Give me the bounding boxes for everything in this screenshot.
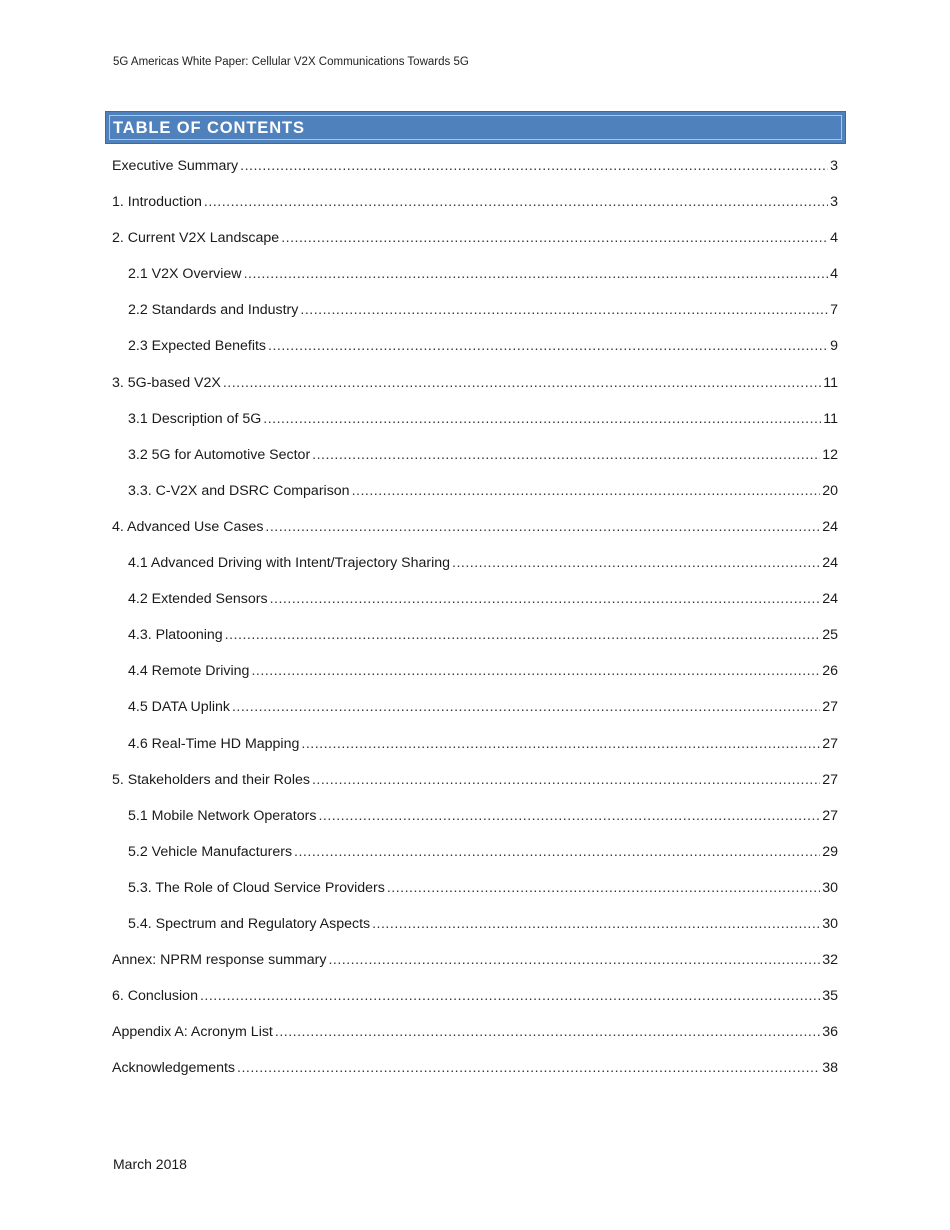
toc-entry-label[interactable]: 6. Conclusion [112, 988, 198, 1005]
toc-entry-page-number[interactable]: 4 [830, 266, 838, 283]
toc-entry[interactable] [112, 555, 838, 591]
toc-entry-page-number[interactable]: 3 [830, 194, 838, 211]
toc-entry-page-number[interactable]: 27 [822, 771, 838, 788]
toc-entry-page-number[interactable]: 36 [822, 1024, 838, 1041]
toc-entry-page-number[interactable]: 27 [822, 699, 838, 716]
toc-entry-page-number[interactable]: 32 [822, 952, 838, 969]
toc-entry[interactable] [112, 772, 838, 808]
toc-entry[interactable] [112, 627, 838, 663]
toc-entry-page-number[interactable]: 30 [822, 915, 838, 932]
toc-dot-leader [251, 663, 820, 679]
footer-date: March 2018 [113, 1156, 187, 1172]
toc-dot-leader [232, 699, 820, 715]
toc-entry[interactable] [112, 158, 838, 194]
toc-entry-label[interactable]: 5.1 Mobile Network Operators [128, 807, 317, 824]
toc-entry[interactable] [112, 447, 838, 483]
toc-entry[interactable] [112, 736, 838, 772]
toc-dot-leader [263, 411, 821, 427]
toc-dot-leader [387, 880, 820, 896]
toc-dot-leader [318, 808, 820, 824]
toc-entry[interactable] [112, 880, 838, 916]
toc-entry[interactable] [112, 699, 838, 735]
toc-entry[interactable] [112, 844, 838, 880]
toc-entry-page-number[interactable]: 24 [822, 518, 838, 535]
toc-entry-label[interactable]: 4.1 Advanced Driving with Intent/Trajectory Sharing [128, 555, 451, 572]
toc-dot-leader [268, 338, 828, 354]
toc-entry-page-number[interactable]: 24 [822, 591, 838, 608]
toc-dot-leader [312, 447, 820, 463]
toc-dot-leader [312, 772, 820, 788]
toc-entry-page-number[interactable]: 4 [830, 230, 838, 247]
toc-entry-page-number[interactable]: 20 [822, 482, 838, 499]
toc-dot-leader [281, 230, 828, 246]
toc-entry[interactable] [112, 591, 838, 627]
toc-entry-label[interactable]: 4. Advanced Use Cases [112, 518, 264, 535]
toc-dot-leader [452, 555, 820, 571]
toc-entry-label[interactable]: Executive Summary [112, 158, 239, 174]
toc-entry-label[interactable]: Appendix A: Acronym List [112, 1024, 273, 1041]
toc-entry-label[interactable]: 3.1 Description of 5G [128, 410, 262, 427]
toc-entry-label[interactable]: 3. 5G-based V2X [112, 374, 221, 391]
toc-entry-page-number[interactable]: 27 [822, 807, 838, 824]
toc-entry-label[interactable]: 4.6 Real-Time HD Mapping [128, 735, 300, 752]
toc-entry-page-number[interactable]: 27 [822, 735, 838, 752]
toc-entry-label[interactable]: 4.3. Platooning [128, 627, 223, 644]
toc-dot-leader [223, 375, 821, 391]
toc-dot-leader [372, 916, 820, 932]
toc-entry-label[interactable]: 4.2 Extended Sensors [128, 591, 268, 608]
toc-entry-label[interactable]: Annex: NPRM response summary [112, 952, 327, 969]
toc-entry[interactable] [112, 194, 838, 230]
toc-entry-label[interactable]: 1. Introduction [112, 194, 202, 211]
toc-dot-leader [204, 194, 828, 210]
toc-entry-page-number[interactable]: 35 [822, 988, 838, 1005]
toc-entry-page-number[interactable]: 7 [830, 302, 838, 319]
toc-entry[interactable] [112, 808, 838, 844]
toc-entry[interactable] [112, 302, 838, 338]
toc-list [112, 158, 838, 1096]
toc-entry-label[interactable]: 2.1 V2X Overview [128, 266, 242, 283]
toc-entry-page-number[interactable]: 25 [822, 627, 838, 644]
toc-entry-label[interactable]: 2. Current V2X Landscape [112, 230, 280, 247]
toc-banner [105, 111, 846, 144]
toc-entry-page-number[interactable]: 11 [823, 374, 838, 391]
toc-entry[interactable] [112, 411, 838, 447]
toc-dot-leader [294, 844, 820, 860]
toc-entry-label[interactable]: 5.3. The Role of Cloud Service Providers [128, 879, 385, 896]
toc-entry-label[interactable]: Acknowledgements [112, 1060, 236, 1077]
toc-entry-label[interactable]: 4.4 Remote Driving [128, 663, 250, 680]
running-header: 5G Americas White Paper: Cellular V2X Communications Towards 5G [113, 56, 469, 68]
toc-dot-leader [244, 266, 829, 282]
toc-entry[interactable] [112, 519, 838, 555]
toc-dot-leader [265, 519, 820, 535]
toc-entry-label[interactable]: 2.3 Expected Benefits [128, 338, 267, 355]
toc-entry-label[interactable]: 5. Stakeholders and their Roles [112, 771, 310, 788]
toc-dot-leader [328, 952, 820, 968]
toc-entry[interactable] [112, 1024, 838, 1060]
toc-entry-label[interactable]: 3.2 5G for Automotive Sector [128, 446, 311, 463]
toc-entry-label[interactable]: 5.4. Spectrum and Regulatory Aspects [128, 915, 371, 932]
toc-entry-label[interactable]: 2.2 Standards and Industry [128, 302, 299, 319]
toc-dot-leader [275, 1024, 820, 1040]
toc-title: TABLE OF CONTENTS [113, 119, 305, 137]
toc-dot-leader [225, 627, 821, 643]
toc-dot-leader [301, 736, 820, 752]
toc-entry-label[interactable]: 3.3. C-V2X and DSRC Comparison [128, 482, 350, 499]
toc-entry-page-number[interactable]: 30 [822, 879, 838, 896]
toc-entry[interactable] [112, 988, 838, 1024]
toc-dot-leader [270, 591, 821, 607]
toc-entry[interactable] [112, 663, 838, 699]
toc-entry[interactable] [112, 266, 838, 302]
toc-entry[interactable] [112, 338, 838, 374]
toc-entry[interactable] [112, 483, 838, 519]
toc-entry[interactable] [112, 230, 838, 266]
toc-entry-page-number[interactable]: 29 [822, 843, 838, 860]
toc-dot-leader [300, 302, 828, 318]
toc-entry-page-number[interactable]: 26 [822, 663, 838, 680]
toc-entry-page-number[interactable]: 11 [823, 410, 838, 427]
toc-dot-leader [240, 158, 828, 174]
toc-entry-label[interactable]: 5.2 Vehicle Manufacturers [128, 843, 293, 860]
toc-entry-page-number[interactable]: 38 [822, 1060, 838, 1077]
toc-entry[interactable] [112, 375, 838, 411]
toc-entry-page-number[interactable]: 3 [830, 158, 838, 174]
toc-entry[interactable] [112, 916, 838, 952]
toc-dot-leader [237, 1060, 820, 1076]
toc-dot-leader [200, 988, 820, 1004]
toc-entry-label[interactable]: 4.5 DATA Uplink [128, 699, 230, 716]
toc-entry[interactable] [112, 952, 838, 988]
toc-dot-leader [352, 483, 821, 499]
toc-entry-page-number[interactable]: 9 [830, 338, 838, 355]
toc-entry-page-number[interactable]: 12 [822, 446, 838, 463]
toc-entry[interactable] [112, 1060, 838, 1096]
toc-entry-page-number[interactable]: 24 [822, 555, 838, 572]
